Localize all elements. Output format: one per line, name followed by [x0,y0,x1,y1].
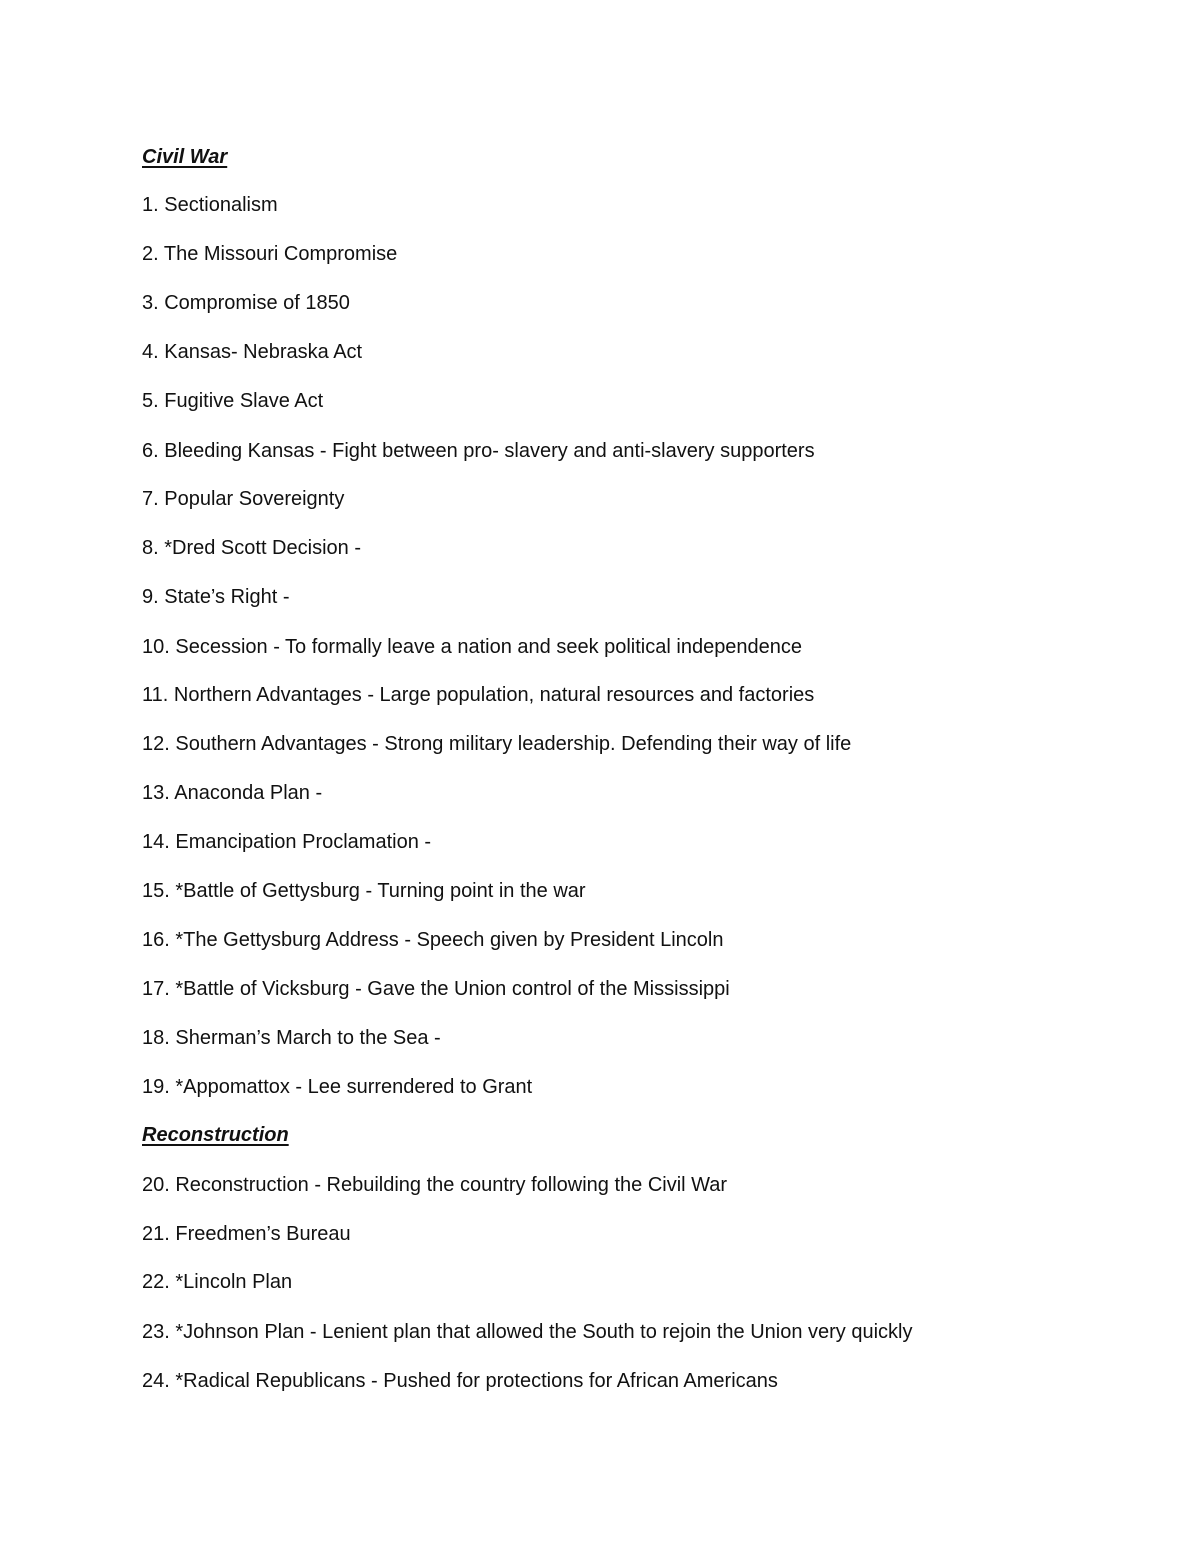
list-item: 13. Anaconda Plan - [142,782,323,804]
list-item: 3. Compromise of 1850 [142,292,350,314]
section-heading-civil-war: Civil War [142,146,228,168]
list-item: 9. State’s Right - [142,586,290,608]
list-item: 10. Secession - To formally leave a nation and seek political independence [142,636,803,658]
list-item: 14. Emancipation Proclamation - [142,831,432,853]
list-item: 11. Northern Advantages - Large population, natural resources and factories [142,684,815,706]
list-item: 18. Sherman’s March to the Sea - [142,1027,441,1049]
list-item: 4. Kansas- Nebraska Act [142,341,363,363]
list-item: 19. *Appomattox - Lee surrendered to Grant [142,1076,533,1098]
list-item: 7. Popular Sovereignty [142,488,345,510]
list-item: 16. *The Gettysburg Address - Speech given by President Lincoln [142,929,724,951]
list-item: 8. *Dred Scott Decision - [142,537,361,559]
list-item: 17. *Battle of Vicksburg - Gave the Union control of the Mississippi [142,978,730,1000]
list-item: 6. Bleeding Kansas - Fight between pro- slavery and anti-slavery supporters [142,440,815,462]
list-item: 21. Freedmen’s Bureau [142,1223,351,1245]
list-item: 23. *Johnson Plan - Lenient plan that allowed the South to rejoin the Union very quickly [142,1321,913,1343]
list-item: 24. *Radical Republicans - Pushed for protections for African Americans [142,1370,778,1392]
list-item: 15. *Battle of Gettysburg - Turning point in the war [142,880,586,902]
section-heading-reconstruction: Reconstruction [142,1124,289,1146]
list-item: 12. Southern Advantages - Strong military leadership. Defending their way of life [142,733,852,755]
list-item: 20. Reconstruction - Rebuilding the country following the Civil War [142,1174,728,1196]
list-item: 2. The Missouri Compromise [142,243,398,265]
list-item: 5. Fugitive Slave Act [142,390,324,412]
list-item: 22. *Lincoln Plan [142,1271,293,1293]
list-item: 1. Sectionalism [142,194,278,216]
